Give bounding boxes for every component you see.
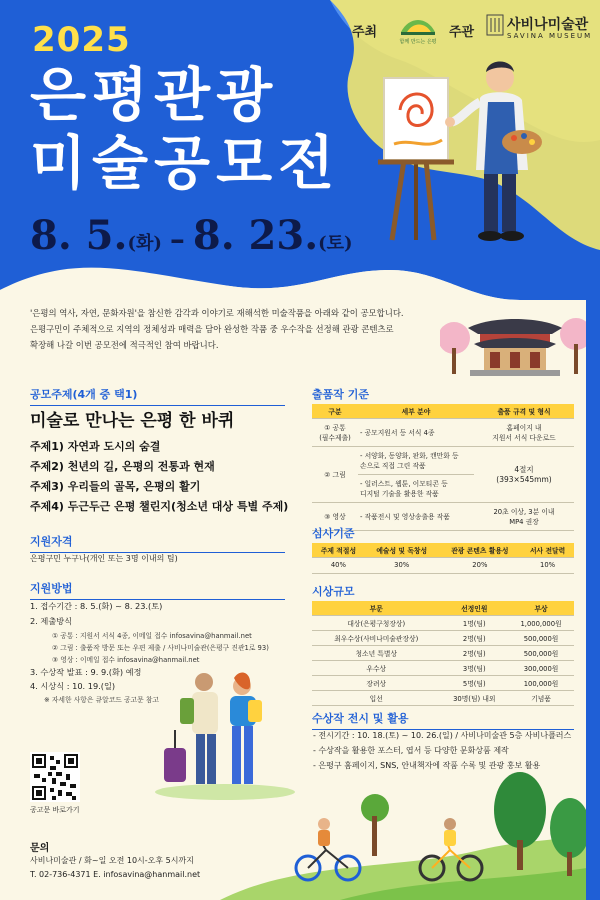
table-cell: - 서양화, 동양화, 판화, 캔만화 등 손으로 직접 그린 작품 — [358, 446, 474, 474]
table-header: 구분 — [312, 404, 358, 418]
contact-line: 사비나미술관 / 화~일 오전 10시-오후 5시까지 — [30, 856, 194, 865]
method-sub-item: ② 그림 : 출품작 방문 또는 우편 제출 / 사비나미술관(은평구 진관1로 93) — [52, 644, 269, 652]
intro-line: '은평의 역사, 자연, 문화자원'을 참신한 감각과 이야기로 재해석한 미술작품을 아래와 같이 공모합니다. — [30, 308, 404, 318]
contact-line: T. 02-736-4371 E. infosavina@hanmail.net — [30, 870, 201, 879]
exhibition-line: - 전시기간 : 10. 18.(토) ~ 10. 26.(일) / 사비나미술관 5층 사비나플러스 — [313, 731, 572, 740]
table-header: 부문 — [312, 601, 440, 615]
eligibility-section-title: 지원자격 — [30, 533, 285, 553]
table-cell: ① 공통 (필수제출) — [312, 418, 358, 446]
table-cell: 입선 — [312, 690, 440, 705]
table-cell: 1,000,000원 — [508, 615, 574, 630]
table-header: 선정인원 — [440, 601, 508, 615]
intro-line: 확장해 나갈 이번 공모전에 적극적인 참여 바랍니다. — [30, 340, 219, 350]
table-cell: 30% — [365, 557, 439, 573]
date-separator: – — [169, 222, 185, 257]
contact-title: 문의 — [30, 843, 50, 854]
method-sub-item: ③ 영상 : 이메일 접수 infosavina@hanmail.net — [52, 656, 200, 664]
theme-item: 주제3) 우리들의 골목, 은평의 활기 — [30, 480, 201, 493]
hanok-illustration — [440, 298, 590, 378]
savina-logo-icon — [486, 14, 504, 36]
theme-item: 주제4) 두근두근 은평 챌린지(청소년 대상 특별 주제) — [30, 500, 289, 513]
table-row — [312, 690, 574, 705]
method-item: 1. 접수기간 : 8. 5.(화) ~ 8. 23.(토) — [30, 601, 163, 611]
judging-table — [312, 543, 574, 574]
table-header: 세부 분야 — [358, 404, 474, 418]
method-item: 4. 시상식 : 10. 19.(일) — [30, 681, 116, 691]
theme-headline: 미술로 만나는 은평 한 바퀴 — [30, 411, 235, 431]
table-cell: 1명(팀) — [440, 615, 508, 630]
table-cell: 4절지 (393×545mm) — [474, 446, 574, 502]
easel — [378, 78, 454, 240]
table-cell: 2명(팀) — [440, 630, 508, 645]
table-cell: 10% — [521, 557, 574, 573]
entries-table — [312, 404, 574, 531]
method-note: ※ 자세한 사항은 큐알코드 공고문 참고 — [44, 696, 159, 704]
method-item: 3. 수상작 발표 : 9. 9.(화) 예정 — [30, 667, 142, 677]
event-dates — [30, 212, 353, 259]
table-header: 관광 콘텐츠 활용성 — [439, 543, 522, 557]
table-row — [312, 675, 574, 690]
table-cell: 5명(팀) — [440, 675, 508, 690]
host-label: 주최 — [352, 25, 378, 40]
table-cell: 최우수상(사비나미술관장상) — [312, 630, 440, 645]
table-row — [312, 446, 574, 474]
host-logo-text: 함께 만드는 은평 — [399, 39, 437, 45]
prizes-table — [312, 601, 574, 706]
table-header: 부상 — [508, 601, 574, 615]
table-cell: 대상(은평구청장상) — [312, 615, 440, 630]
exhibition-line: - 은평구 홈페이지, SNS, 안내책자에 작품 수록 및 관광 홍보 활용 — [313, 761, 541, 770]
entries-section-title: 출품작 기준 — [312, 386, 574, 406]
table-cell: 20% — [439, 557, 522, 573]
table-cell: - 작품전시 및 영상송출용 작품 — [358, 502, 474, 530]
table-row — [312, 630, 574, 645]
painter — [445, 62, 542, 242]
event-year: 2025 — [32, 20, 131, 60]
qr-caption: 공고문 바로가기 — [30, 806, 80, 814]
table-cell: ③ 영상 — [312, 502, 358, 530]
table-cell: 500,000원 — [508, 645, 574, 660]
table-header: 주제 적절성 — [312, 543, 365, 557]
theme-item: 주제1) 자연과 도시의 숨결 — [30, 440, 161, 453]
theme-item: 주제2) 천년의 길, 은평의 전통과 현재 — [30, 460, 215, 473]
organizer-name-en: SAVINA MUSEUM — [507, 32, 593, 40]
cyclists-landscape-illustration — [220, 770, 600, 900]
theme-section-title: 공모주제(4개 중 택1) — [30, 386, 285, 406]
table-cell: 청소년 특별상 — [312, 645, 440, 660]
table-row — [312, 660, 574, 675]
qr-code[interactable] — [30, 752, 80, 802]
table-row — [312, 418, 574, 446]
table-cell: - 공모지원서 등 서식 4종 — [358, 418, 474, 446]
table-cell: 100,000원 — [508, 675, 574, 690]
prizes-section-title: 시상규모 — [312, 583, 574, 603]
eligibility-text: 은평구민 누구나(개인 또는 3명 이내의 팀) — [30, 554, 178, 563]
intro-line: 은평구민이 주체적으로 지역의 정체성과 매력을 담아 완성한 작품 중 우수작을 선정해 관광 콘텐츠로 — [30, 324, 394, 334]
table-cell: 2명(팀) — [440, 645, 508, 660]
table-row — [312, 615, 574, 630]
table-row — [312, 645, 574, 660]
table-cell: 30명(팀) 내외 — [440, 690, 508, 705]
method-item: 2. 제출방식 — [30, 616, 73, 626]
table-cell: 20초 이상, 3분 이내 MP4 권장 — [474, 502, 574, 530]
table-cell: 500,000원 — [508, 630, 574, 645]
table-row — [312, 557, 574, 573]
table-cell: - 일러스트, 웹툰, 이모티콘 등 디지털 기술을 활용한 작품 — [358, 474, 474, 502]
date-start: 8. 5. — [30, 212, 128, 259]
date-end: 8. 23. — [192, 212, 319, 259]
intro-text — [30, 305, 450, 353]
event-title-line1: 은평관광 — [30, 61, 279, 129]
date-end-day: (토) — [318, 233, 353, 254]
table-cell: 3명(팀) — [440, 660, 508, 675]
organizer-name: 사비나미술관 — [507, 17, 589, 33]
table-cell: 홈페이지 내 지원서 서식 다운로드 — [474, 418, 574, 446]
method-section-title: 지원방법 — [30, 580, 285, 600]
right-edge-stripe — [586, 300, 600, 900]
table-cell: 우수상 — [312, 660, 440, 675]
table-header: 예술성 및 독창성 — [365, 543, 439, 557]
painter-illustration — [372, 50, 552, 250]
table-header: 서사 전달력 — [521, 543, 574, 557]
judging-section-title: 심사기준 — [312, 525, 574, 545]
table-cell: ② 그림 — [312, 446, 358, 502]
table-cell: 기념품 — [508, 690, 574, 705]
table-header: 출품 규격 및 형식 — [474, 404, 574, 418]
organizer-label: 주관 — [449, 25, 475, 40]
event-title-line2: 미술공모전 — [30, 129, 341, 197]
exhibition-section-title: 수상작 전시 및 활용 — [312, 710, 574, 730]
date-start-day: (화) — [127, 233, 162, 254]
table-cell: 300,000원 — [508, 660, 574, 675]
table-cell: 장려상 — [312, 675, 440, 690]
table-cell: 40% — [312, 557, 365, 573]
method-sub-item: ① 공통 : 지원서 서식 4종, 이메일 접수 infosavina@hanmail.net — [52, 632, 252, 640]
exhibition-line: - 수상작을 활용한 포스터, 엽서 등 다양한 문화상품 제작 — [313, 746, 509, 755]
